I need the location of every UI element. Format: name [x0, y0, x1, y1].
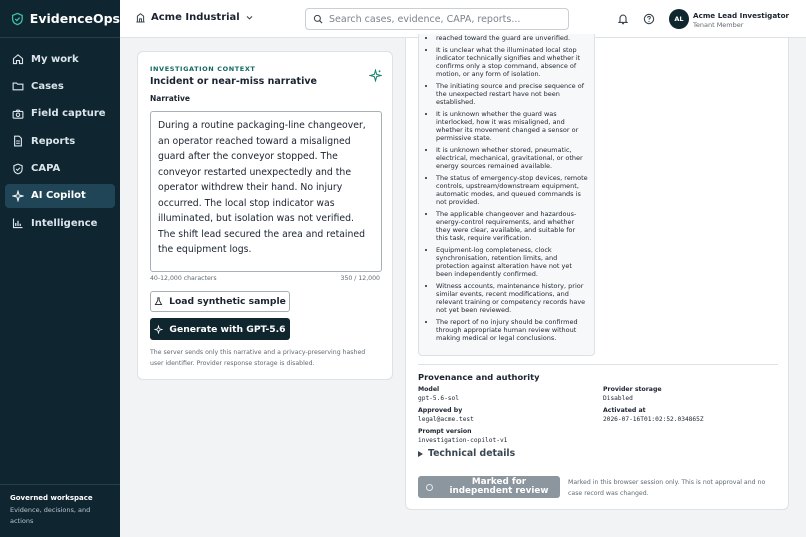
sidebar-item-label: Cases: [31, 80, 64, 92]
search-input[interactable]: [329, 14, 559, 25]
avatar[interactable]: AL: [669, 9, 689, 29]
list-item: • The applicable changeover and hazardous-energy-control requirements, and whether they were clear, available, and suitable for this task, require verification.: [436, 210, 588, 242]
list-item: • The initiating source and precise sequence of the unexpected restart have not been established.: [436, 82, 588, 106]
list-item: • It is unclear what the illuminated local stop indicator technically signifies and whether it confirms only a stop command, absence of motion, or any form of isolation.: [436, 46, 588, 78]
list-item: • Equipment-log completeness, clock synchronisation, retention limits, and protection against alteration have not yet been independently confirmed.: [436, 246, 588, 278]
shield-logo-icon: [11, 12, 24, 26]
user-info[interactable]: [693, 11, 789, 29]
bell-icon[interactable]: [617, 13, 629, 25]
list-item: • reached toward the guard are unverified.: [436, 34, 588, 42]
sidebar-item-reports[interactable]: [5, 129, 115, 153]
camera-icon: [12, 108, 24, 120]
chart-icon: [12, 217, 24, 229]
approved-label: Approved by: [418, 407, 463, 414]
help-icon[interactable]: [643, 13, 655, 25]
prompt-label: Prompt version: [418, 428, 472, 435]
home-icon: [12, 53, 24, 65]
sidebar-item-label: CAPA: [31, 163, 61, 175]
context-label: INVESTIGATION CONTEXT: [150, 65, 256, 73]
shield-check-icon: [12, 163, 24, 175]
user-role: Tenant Member: [693, 21, 744, 29]
sparkle-icon: [154, 325, 163, 334]
topbar: [120, 0, 806, 38]
provenance-title: Provenance and authority: [418, 372, 540, 382]
sparkle-icon: [369, 69, 382, 82]
sidebar-item-cases[interactable]: [5, 74, 115, 98]
search-box[interactable]: [305, 8, 569, 30]
sidebar-item-capa[interactable]: [5, 157, 115, 181]
brand-name: EvidenceOps: [29, 11, 120, 26]
load-sample-button[interactable]: [150, 291, 290, 312]
model-label: Model: [418, 386, 440, 393]
list-item: • The status of emergency-stop devices, remote controls, upstream/downstream equipment, automatic modes, and queued commands is not provided.: [436, 174, 588, 206]
privacy-note: The server sends only this narrative and a privacy-preserving hashed user identifier. Provider response storage is disabled.: [150, 349, 366, 367]
workspace-subtitle: Evidence, decisions, and actions: [10, 506, 91, 525]
narrative-textarea[interactable]: [150, 111, 382, 272]
user-name: Acme Lead Investigator: [693, 11, 790, 20]
storage-value: Disabled: [603, 395, 633, 402]
flask-icon: [154, 297, 163, 306]
unknowns-list: [436, 34, 588, 342]
sidebar-nav: [0, 38, 120, 235]
context-title: Incident or near-miss narrative: [150, 76, 317, 87]
analysis-output-card: [405, 34, 789, 510]
load-sample-label: Load synthetic sample: [169, 296, 286, 307]
model-value: gpt-5.6-sol: [418, 395, 459, 402]
chevron-down-icon: [245, 13, 254, 22]
sidebar-item-label: AI Copilot: [31, 190, 86, 202]
sidebar-item-field-capture[interactable]: [5, 102, 115, 126]
activated-label: Activated at: [603, 407, 646, 414]
marked-review-label: Marked for independent review: [449, 476, 549, 496]
char-counter: 350 / 12,000: [340, 275, 380, 282]
building-icon: [135, 12, 146, 23]
generate-button[interactable]: [150, 318, 290, 340]
char-limit-hint: 40-12,000 characters: [150, 275, 217, 282]
list-item: • It is unknown whether the guard was interlocked, how it was misaligned, and whether its movement changed a sensor or permissive state.: [436, 110, 588, 142]
technical-details-toggle[interactable]: [418, 448, 515, 459]
marked-review-button[interactable]: [418, 476, 560, 498]
caret-right-icon: [418, 451, 423, 457]
activated-value: 2026-07-16T01:02:52.034865Z: [603, 416, 704, 423]
narrative-label: Narrative: [150, 94, 190, 103]
technical-details-label: Technical details: [428, 448, 516, 459]
brand[interactable]: [0, 0, 120, 38]
sidebar-item-label: Field capture: [31, 108, 106, 120]
tenant-switcher[interactable]: [135, 12, 259, 23]
list-item: • It is unknown whether stored, pneumatic, electrical, mechanical, gravitational, or other energy sources remained available.: [436, 146, 588, 170]
folder-icon: [12, 80, 24, 92]
file-icon: [12, 135, 24, 147]
sidebar-item-label: My work: [31, 53, 79, 65]
prompt-value: investigation-copilot-v1: [418, 437, 508, 444]
storage-label: Provider storage: [603, 386, 662, 393]
investigation-context-card: [137, 51, 393, 380]
sidebar: [0, 0, 120, 537]
divider: [418, 364, 778, 365]
sidebar-item-label: Reports: [31, 135, 76, 147]
unknowns-panel: [418, 34, 595, 356]
sparkle-icon: [12, 190, 24, 202]
list-item: • Witness accounts, maintenance history, prior similar events, recent modifications, and relevant training or competency records have not yet been reviewed.: [436, 282, 588, 314]
sidebar-item-ai-copilot[interactable]: [5, 184, 115, 208]
search-icon: [313, 14, 323, 24]
sidebar-footer: [0, 484, 120, 537]
sidebar-item-label: Intelligence: [31, 217, 98, 229]
workspace-title: Governed workspace: [10, 494, 93, 502]
approved-value: legal@acme.test: [418, 416, 474, 423]
sidebar-item-intelligence[interactable]: [5, 211, 115, 235]
sidebar-item-my-work[interactable]: [5, 47, 115, 71]
marked-note: Marked in this browser session only. This is not approval and no case record was changed.: [568, 479, 766, 497]
circle-check-icon: [426, 484, 433, 491]
generate-label: Generate with GPT-5.6: [169, 323, 286, 335]
tenant-name: Acme Industrial: [151, 12, 240, 23]
list-item: • The report of no injury should be confirmed through appropriate human review without making medical or legal conclusions.: [436, 318, 588, 342]
